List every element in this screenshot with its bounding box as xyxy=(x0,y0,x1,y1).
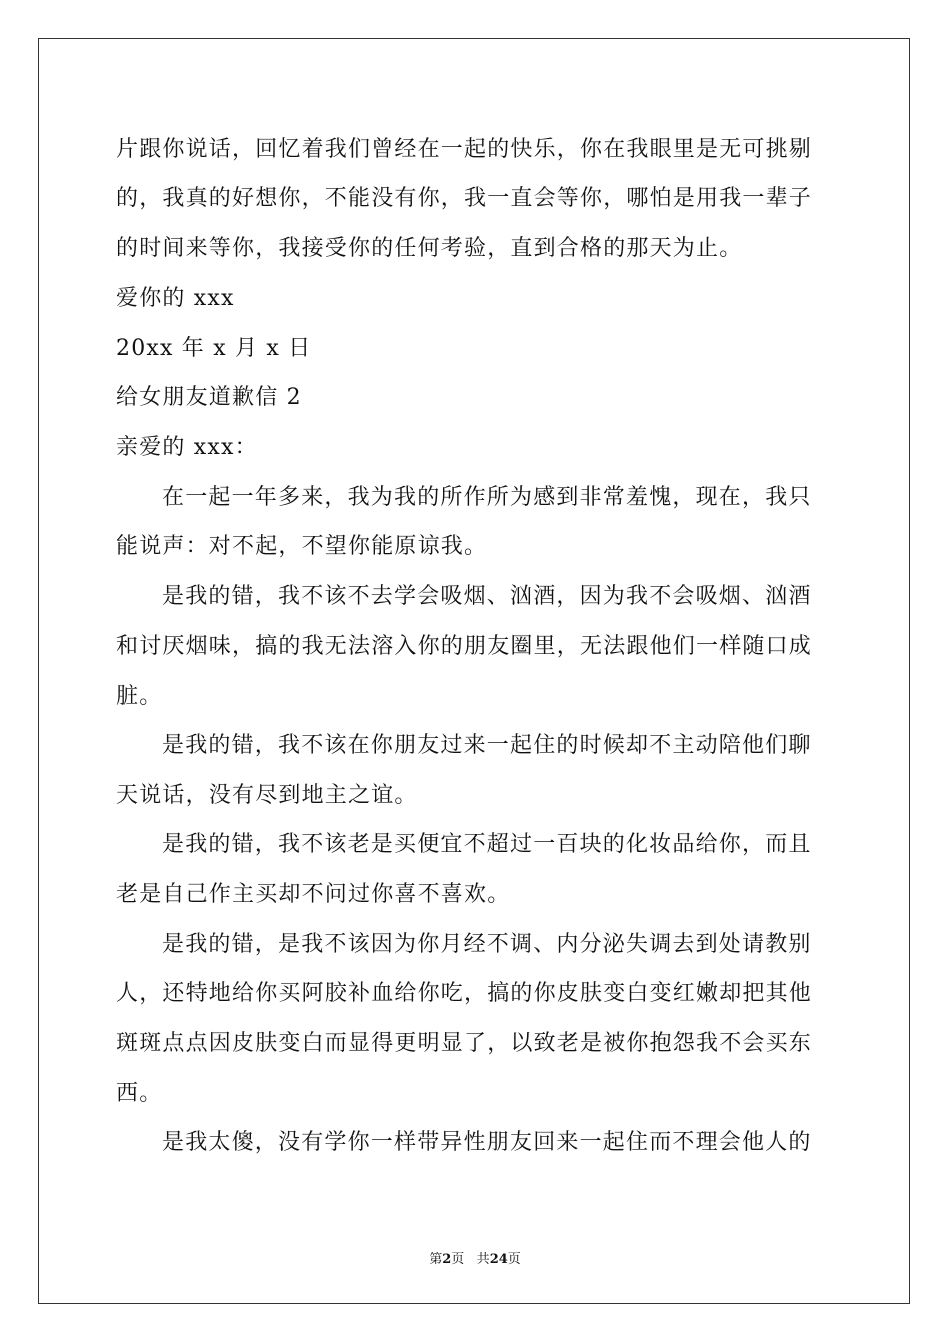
paragraph-line: 是我的错，我不该在你朋友过来一起住的时候却不主动陪他们聊 xyxy=(162,733,812,758)
total-suffix: 页 xyxy=(507,1252,521,1267)
total-prefix: 共 xyxy=(476,1252,490,1267)
paragraph-line: 是我的错，我不该不去学会吸烟、汹酒，因为我不会吸烟、汹酒 xyxy=(162,584,812,609)
text-line: 片跟你说话，回忆着我们曾经在一起的快乐，你在我眼里是无可挑剔 xyxy=(116,137,813,162)
paragraph-line: 人，还特地给你买阿胶补血给你吃，搞的你皮肤变白变红嫩却把其他 xyxy=(116,981,813,1006)
text-line: 的时间来等你，我接受你的任何考验，直到合格的那天为止。 xyxy=(116,236,743,261)
page-prefix: 第 xyxy=(429,1252,443,1267)
total-pages: 24 xyxy=(489,1252,508,1267)
section-title: 给女朋友道歉信 2 xyxy=(116,385,302,410)
paragraph-line: 是我的错，我不该老是买便宜不超过一百块的化妆品给你，而且 xyxy=(162,832,812,857)
page-suffix: 页 xyxy=(451,1252,465,1267)
paragraph-line: 是我太傻，没有学你一样带异性朋友回来一起住而不理会他人的 xyxy=(162,1130,812,1155)
signature-line: 爱你的 xxx xyxy=(116,286,235,311)
paragraph-line: 在一起一年多来，我为我的所作所为感到非常羞愧，现在，我只 xyxy=(162,485,812,510)
paragraph-line: 天说话，没有尽到地主之谊。 xyxy=(116,783,418,808)
page-number: 2 xyxy=(442,1252,452,1267)
paragraph-line: 脏。 xyxy=(116,684,163,709)
salutation: 亲爱的 xxx： xyxy=(116,435,258,460)
paragraph-line: 西。 xyxy=(116,1081,163,1106)
date-line: 20xx 年 x 月 x 日 xyxy=(116,336,312,361)
page-border xyxy=(38,38,910,1304)
paragraph-line: 是我的错，是我不该因为你月经不调、内分泌失调去到处请教别 xyxy=(162,932,812,957)
paragraph-line: 能说声：对不起，不望你能原谅我。 xyxy=(116,534,488,559)
text-line: 的，我真的好想你，不能没有你，我一直会等你，哪怕是用我一辈子 xyxy=(116,186,813,211)
page-footer xyxy=(0,1248,950,1267)
paragraph-line: 斑斑点点因皮肤变白而显得更明显了，以致老是被你抱怨我不会买东 xyxy=(116,1031,813,1056)
paragraph-line: 老是自己作主买却不问过你喜不喜欢。 xyxy=(116,882,511,907)
paragraph-line: 和讨厌烟味，搞的我无法溶入你的朋友圈里，无法跟他们一样随口成 xyxy=(116,634,813,659)
